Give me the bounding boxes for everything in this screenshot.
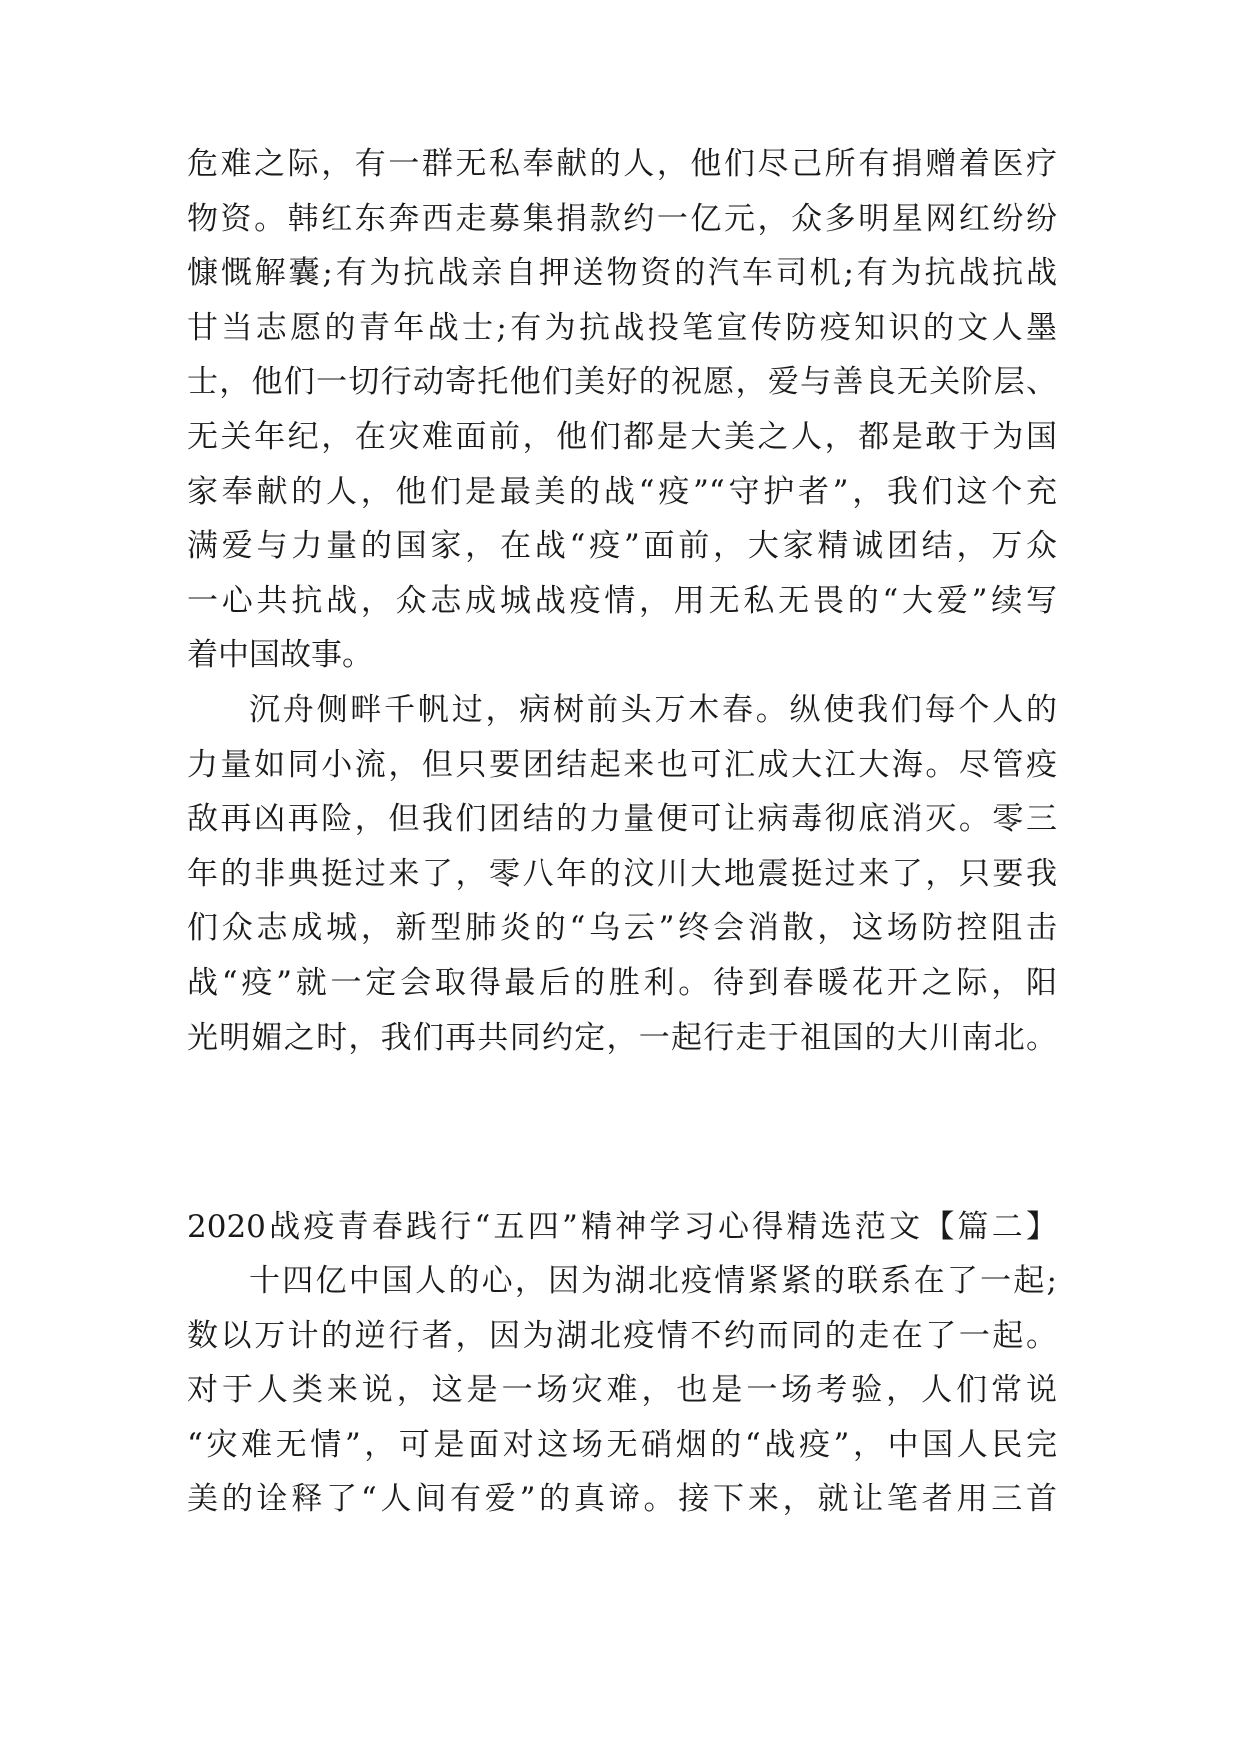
text-line: 力量如同小流，但只要团结起来也可汇成大江大海。尽管疫 xyxy=(187,746,1057,783)
section-heading: 2020战疫青春践行“五四”精神学习心得精选范文【篇二】 xyxy=(187,1209,1057,1245)
paragraph-3 xyxy=(187,1254,1057,1527)
text-line: 光明媚之时，我们再共同约定，一起行走于祖国的大川南北。 xyxy=(187,1019,1057,1056)
text-line: 美的诠释了“人间有爱”的真谛。接下来，就让笔者用三首 xyxy=(187,1481,1057,1518)
section-heading-block xyxy=(187,1200,1057,1254)
text-line: 士，他们一切行动寄托他们美好的祝愿，爱与善良无关阶层、 xyxy=(187,364,1057,401)
text-line: 年的非典挺过来了，零八年的汶川大地震挺过来了，只要我 xyxy=(187,855,1057,892)
text-line: 家奉献的人，他们是最美的战“疫”“守护者”，我们这个充 xyxy=(187,473,1057,510)
text-line: 敌再凶再险，但我们团结的力量便可让病毒彻底消灭。零三 xyxy=(187,801,1057,838)
paragraph-1 xyxy=(187,137,1057,683)
text-line: 物资。韩红东奔西走募集捐款约一亿元，众多明星网红纷纷 xyxy=(187,200,1057,237)
text-line: 甘当志愿的青年战士;有为抗战投笔宣传防疫知识的文人墨 xyxy=(187,309,1057,346)
text-line: 一心共抗战，众志成城战疫情，用无私无畏的“大爱”续写 xyxy=(187,582,1057,619)
text-line: 无关年纪，在灾难面前，他们都是大美之人，都是敢于为国 xyxy=(187,418,1057,455)
text-line: 着中国故事。 xyxy=(187,637,373,674)
text-line: 满爱与力量的国家，在战“疫”面前，大家精诚团结，万众 xyxy=(187,528,1057,565)
text-line: “灾难无情”，可是面对这场无硝烟的“战疫”，中国人民完 xyxy=(187,1426,1057,1463)
text-line: 十四亿中国人的心，因为湖北疫情紧紧的联系在了一起; xyxy=(249,1263,1057,1299)
text-line: 对于人类来说，这是一场灾难，也是一场考验，人们常说 xyxy=(187,1372,1057,1409)
text-line: 们众志成城，新型肺炎的“乌云”终会消散，这场防控阻击 xyxy=(187,910,1057,947)
text-line: 慷慨解囊;有为抗战亲自押送物资的汽车司机;有为抗战抗战 xyxy=(187,255,1057,292)
paragraph-2 xyxy=(187,683,1057,1065)
text-line: 战“疫”就一定会取得最后的胜利。待到春暖花开之际，阳 xyxy=(187,964,1057,1001)
text-line: 危难之际，有一群无私奉献的人，他们尽己所有捐赠着医疗 xyxy=(187,146,1057,182)
text-line: 沉舟侧畔千帆过，病树前头万木春。纵使我们每个人的 xyxy=(249,692,1057,728)
text-line: 数以万计的逆行者，因为湖北疫情不约而同的走在了一起。 xyxy=(187,1317,1057,1354)
